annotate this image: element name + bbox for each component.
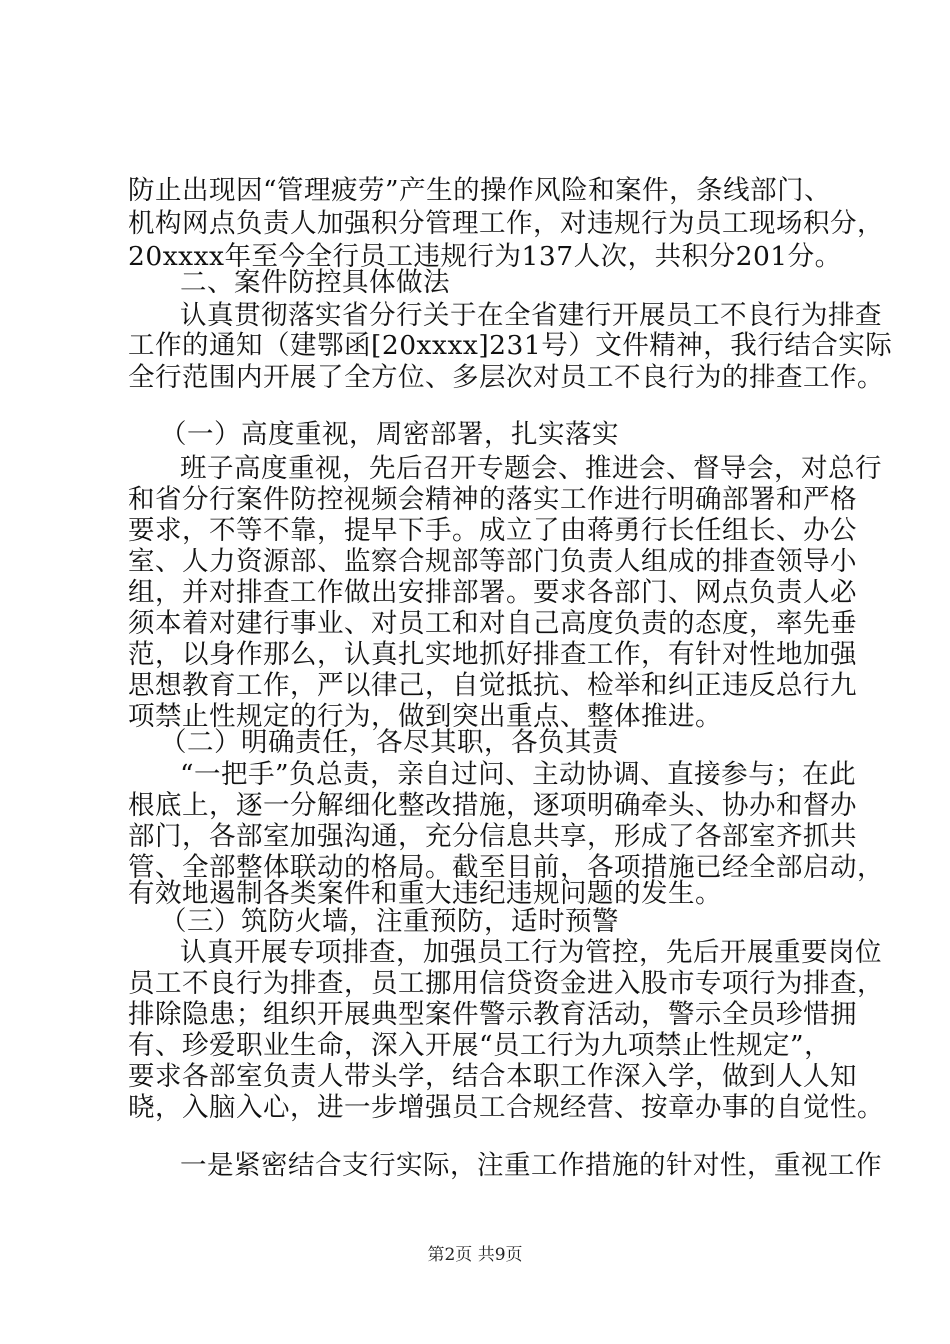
body-line-26: 员工不良行为排查，员工挪用信贷资金进入股市专项行为排查， (128, 968, 884, 999)
body-line-21: 部门，各部室加强沟通，充分信息共享，形成了各部室齐抓共 (128, 821, 857, 852)
body-line-28: 有、珍爱职业生命，深入开展“员工行为九项禁止性规定”， (128, 1030, 832, 1061)
subheading-1: （一）高度重视，周密部署，扎实落实 (160, 419, 619, 450)
body-line-31: 一是紧密结合支行实际，注重工作措施的针对性，重视工作 (180, 1150, 882, 1181)
body-line-10: 和省分行案件防控视频会精神的落实工作进行明确部署和严格 (128, 484, 857, 515)
body-line-2: 机构网点负责人加强积分管理工作，对违规行为员工现场积分， (128, 208, 884, 239)
body-line-30: 晓，入脑入心，进一步增强员工合规经营、按章办事的自觉性。 (128, 1092, 884, 1123)
body-line-22: 管、全部整体联动的格局。截至目前，各项措施已经全部启动， (128, 852, 884, 883)
body-line-20: 根底上，逐一分解细化整改措施，逐项明确牵头、协办和督办 (128, 790, 857, 821)
section-heading-2: 二、案件防控具体做法 (180, 267, 450, 298)
body-line-6: 工作的通知（建鄂函[20xxxx]231号）文件精神，我行结合实际 (128, 330, 893, 361)
body-line-1: 防止出现因“管理疲劳”产生的操作风险和案件，条线部门、 (128, 175, 832, 206)
body-line-25: 认真开展专项排查，加强员工行为管控，先后开展重要岗位 (180, 937, 882, 968)
body-line-5: 认真贯彻落实省分行关于在全省建行开展员工不良行为排查 (180, 300, 882, 331)
body-line-23: 有效地遏制各类案件和重大违纪违规问题的发生。 (128, 878, 722, 909)
body-line-12: 室、人力资源部、监察合规部等部门负责人组成的排查领导小 (128, 546, 857, 577)
body-line-14: 须本着对建行事业、对员工和对自己高度负责的态度，率先垂 (128, 608, 857, 639)
body-line-11: 要求，不等不靠，提早下手。成立了由蒋勇行长任组长、办公 (128, 515, 857, 546)
subheading-2: （二）明确责任，各尽其职，各负其责 (160, 727, 619, 758)
body-line-27: 排除隐患；组织开展典型案件警示教育活动，警示全员珍惜拥 (128, 999, 857, 1030)
body-line-19: “一把手”负总责，亲自过问、主动协调、直接参与；在此 (180, 759, 857, 790)
body-line-16: 思想教育工作，严以律己，自觉抵抗、检举和纠正违反总行九 (128, 670, 857, 701)
body-line-7: 全行范围内开展了全方位、多层次对员工不良行为的排查工作。 (128, 362, 884, 393)
body-line-9: 班子高度重视，先后召开专题会、推进会、督导会，对总行 (180, 453, 882, 484)
body-line-29: 要求各部室负责人带头学，结合本职工作深入学，做到人人知 (128, 1061, 857, 1092)
body-line-15: 范，以身作那么，认真扎实地抓好排查工作，有针对性地加强 (128, 639, 857, 670)
body-line-13: 组，并对排查工作做出安排部署。要求各部门、网点负责人必 (128, 577, 857, 608)
page-footer: 第2页 共9页 (427, 1245, 523, 1265)
body-line-17: 项禁止性规定的行为，做到突出重点、整体推进。 (128, 701, 722, 732)
subheading-3: （三）筑防火墙，注重预防，适时预警 (160, 906, 619, 937)
body-line-3: 20xxxx年至今全行员工违规行为137人次，共积分201分。 (128, 241, 842, 272)
